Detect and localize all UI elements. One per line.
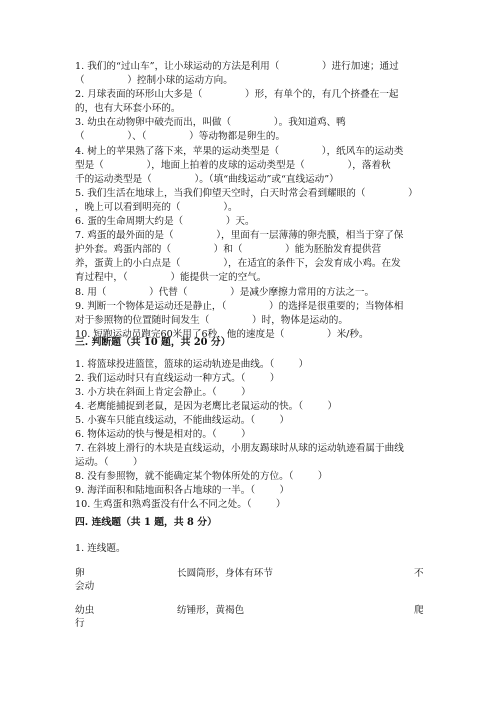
question-line: 型是（ ），地面上拍着的皮球的运动类型是（ ），落着秋 xyxy=(75,159,391,171)
question-line: 5. 小赛车只能直线运动，不能曲线运动。（ ） xyxy=(75,415,290,427)
match-left-item: 幼虫 xyxy=(75,605,95,616)
question-line: 10. 短跑运动员跑完60米用了6秒，他的速度是（ ）米/秒。 xyxy=(75,328,369,340)
question-line: 4. 树上的苹果熟了落下来，苹果的运动类型是（ ），纸风车的运动类 xyxy=(75,145,404,157)
fill-in-blank-questions xyxy=(75,60,445,342)
true-false-questions xyxy=(75,358,445,513)
question-line: 育过程中，（ ）能提供一定的空气。 xyxy=(75,272,267,284)
question-line: 3. 幼虫在动物卵中破壳而出，叫做（ ）。我知道鸡、鸭 xyxy=(75,117,346,129)
question-line: 4. 老鹰能捕捉到老鼠，是因为老鹰比老鼠运动的快。（ ） xyxy=(75,401,338,413)
question-line: 8. 用（ ）代替（ ）是减少摩擦力常用的方法之一。 xyxy=(75,286,375,298)
question-line: 千的运动类型是（ ）。（填“曲线运动”或“直线运动”） xyxy=(75,173,339,185)
match-left-item-continued: 会动 xyxy=(75,581,95,592)
question-line: 5. 我们生活在地球上，当我们仰望天空时，白天时常会看到耀眼的（ ） xyxy=(75,187,418,199)
question-line: 8. 没有参照物，就不能确定某个物体所处的方位。（ ） xyxy=(75,471,328,483)
match-middle-item: 长圆筒形，身体有环节 xyxy=(177,568,273,579)
match-left-item: 卵 xyxy=(75,568,85,579)
question-line: 6. 物体运动的快与慢是相对的。（ ） xyxy=(75,429,251,441)
question-line: 2. 月球表面的环形山大多是（ ）形，有单个的，有几个挤叠在一起 xyxy=(75,89,399,101)
question-line: 1. 我们的“过山车”，让小球运动的方法是利用（ ）进行加速；通过 xyxy=(75,61,399,72)
question-line: 3. 小方块在斜面上肯定会静止。（ ） xyxy=(75,387,251,399)
section-title-true-false: 三. 判断题（共 10 题，共 20 分） xyxy=(75,337,231,348)
question-line: 7. 在斜坡上滑行的木块是直线运动，小朋友踢球时从球的运动轨迹看属于曲线 xyxy=(75,443,404,455)
question-line: 对于参照物的位置随时间发生（ ）时，物体是运动的。 xyxy=(75,314,348,326)
question-line: 6. 蛋的生命周期大约是（ ）天。 xyxy=(75,216,255,228)
question-line: 的，也有大环套小环的。 xyxy=(75,103,181,115)
question-line: 7. 鸡蛋的最外面的是（ ），里面有一层薄薄的卵壳膜，相当于穿了保 xyxy=(75,230,404,242)
match-right-item: 爬 xyxy=(414,605,424,616)
question-line: 9. 海洋面积和陆地面积各占地球的一半。（ ） xyxy=(75,485,290,497)
question-line: （ ）、（ ）等动物都是卵生的。 xyxy=(75,131,286,143)
question-line: 9. 判断一个物体是运动还是静止，（ ）的选择是很重要的；当物体相 xyxy=(75,300,404,312)
section-title-matching: 四. 连线题（共 1 题，共 8 分） xyxy=(75,517,217,528)
question-line: 10. 生鸡蛋和熟鸡蛋没有什么不同之处。（ ） xyxy=(75,499,286,511)
question-line: ，晚上可以看到明亮的（ ）。 xyxy=(75,201,238,213)
question-line: 2. 我们运动时只有直线运动一种方式。（ ） xyxy=(75,373,280,385)
question-line: 养，蛋黄上的小白点是（ ），在适宜的条件下，会发育成小鸡。在发 xyxy=(75,258,401,270)
match-middle-item: 纺锤形，黄褐色 xyxy=(177,605,245,616)
question-line: 1. 将篮球投进篮筐，篮球的运动轨迹是曲线。（ ） xyxy=(75,359,309,370)
match-right-item: 不 xyxy=(414,568,424,579)
question-line: 护外套。鸡蛋内部的（ ）和（ ）能为胚胎发育提供营 xyxy=(75,244,382,256)
question-line: 运动。（ ） xyxy=(75,457,143,469)
question-line: （ ）控制小球的运动方向。 xyxy=(75,75,233,87)
matching-question-intro: 1. 连线题。 xyxy=(75,543,126,554)
match-left-item-continued: 行 xyxy=(75,618,85,629)
